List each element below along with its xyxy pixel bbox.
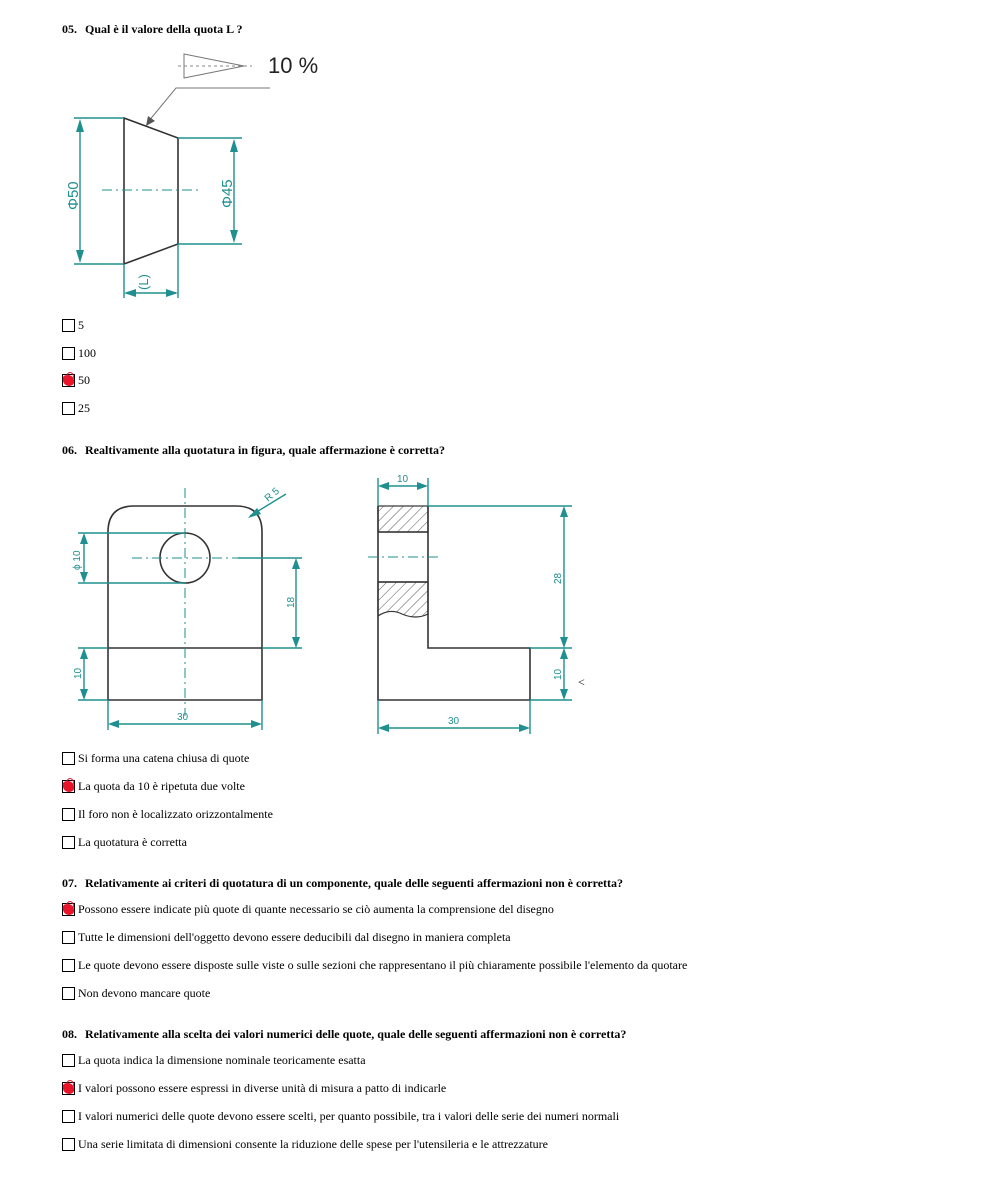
- checkbox[interactable]: [62, 987, 75, 1000]
- checkbox[interactable]: [62, 836, 75, 849]
- q08-option[interactable]: [62, 1080, 446, 1096]
- figure-q05-taper: [62, 42, 352, 304]
- question-07-title: [62, 876, 623, 891]
- q05-option[interactable]: [62, 345, 96, 361]
- option-label: Tutte le dimensioni dell'oggetto devono essere deducibili dal disegno in maniera completa: [78, 929, 511, 944]
- option-label: La quotatura è corretta: [78, 834, 187, 849]
- q05-option[interactable]: [62, 372, 90, 388]
- dim-10-top: 10: [397, 474, 409, 485]
- option-label: I valori numerici delle quote devono essere scelti, per quanto possibile, tra i valori delle serie dei numeri normali: [78, 1108, 620, 1123]
- dim-10-right: 10: [553, 668, 564, 680]
- option-label: Possono essere indicate più quote di quante necessario se ciò aumenta la comprensione del disegno: [78, 901, 554, 916]
- option-label: La quota indica la dimensione nominale teoricamente esatta: [78, 1052, 366, 1067]
- dim-30-right: 30: [448, 716, 460, 727]
- question-06-title: [62, 443, 445, 458]
- dim-length: (L): [136, 274, 151, 290]
- q06-option[interactable]: [62, 806, 273, 822]
- option-label: 5: [78, 317, 84, 332]
- checkbox[interactable]: [62, 752, 75, 765]
- dim-30-left: 30: [177, 712, 189, 723]
- marker-symbol: <: [578, 675, 585, 689]
- question-text: Relativamente alla scelta dei valori numerici delle quote, quale delle seguenti affermazioni non è corretta?: [85, 1027, 627, 1041]
- taper-symbol: [178, 54, 252, 78]
- question-text: Relativamente ai criteri di quotatura di un componente, quale delle seguenti affermazioni non è corretta?: [85, 876, 624, 890]
- question-number: 08.: [62, 1027, 77, 1041]
- figure-q06-front-view: [62, 480, 312, 740]
- question-number: 07.: [62, 876, 77, 890]
- checkbox-checked[interactable]: [62, 780, 75, 793]
- question-number: 06.: [62, 443, 77, 457]
- checkbox[interactable]: [62, 402, 75, 415]
- option-label: 100: [78, 345, 96, 360]
- checkbox-checked[interactable]: [62, 903, 75, 916]
- q05-option[interactable]: [62, 317, 84, 333]
- figure-q06-section-view: [362, 468, 602, 740]
- q07-option[interactable]: [62, 901, 554, 917]
- q07-option[interactable]: [62, 985, 210, 1001]
- question-number: 05.: [62, 22, 77, 36]
- checkbox[interactable]: [62, 1138, 75, 1151]
- dim-dia-left: Φ50: [65, 181, 82, 210]
- taper-value: 10 %: [268, 53, 319, 78]
- option-label: La quota da 10 è ripetuta due volte: [78, 778, 245, 793]
- question-text: Realtivamente alla quotatura in figura, quale affermazione è corretta?: [85, 443, 446, 457]
- q08-option[interactable]: [62, 1052, 366, 1068]
- checkbox-checked[interactable]: [62, 1082, 75, 1095]
- option-label: Non devono mancare quote: [78, 985, 211, 1000]
- dim-dia-right: Φ45: [219, 179, 236, 208]
- checkbox[interactable]: [62, 1110, 75, 1123]
- dim-28: 28: [553, 572, 564, 584]
- q06-option[interactable]: [62, 750, 249, 766]
- q06-option[interactable]: [62, 778, 245, 794]
- option-label: Il foro non è localizzato orizzontalmente: [78, 806, 273, 821]
- dim-18: 18: [286, 596, 297, 608]
- option-label: Una serie limitata di dimensioni consente la riduzione delle spese per l'utensileria e le attrezzature: [78, 1136, 548, 1151]
- q08-option[interactable]: [62, 1136, 548, 1152]
- dim-10-left: 10: [73, 667, 84, 679]
- q07-option[interactable]: [62, 929, 511, 945]
- option-label: Si forma una catena chiusa di quote: [78, 750, 250, 765]
- q05-option[interactable]: [62, 400, 90, 416]
- checkbox[interactable]: [62, 1054, 75, 1067]
- dim-radius: R 5: [262, 485, 282, 505]
- option-label: 25: [78, 400, 90, 415]
- checkbox[interactable]: [62, 319, 75, 332]
- q08-option[interactable]: [62, 1108, 619, 1124]
- option-label: 50: [78, 372, 90, 387]
- checkbox[interactable]: [62, 808, 75, 821]
- checkbox-checked[interactable]: [62, 374, 75, 387]
- dim-hole-diameter: ϕ 10: [72, 550, 83, 570]
- question-08-title: [62, 1027, 626, 1042]
- checkbox[interactable]: [62, 931, 75, 944]
- question-text: Qual è il valore della quota L ?: [85, 22, 243, 36]
- checkbox[interactable]: [62, 959, 75, 972]
- question-05-title: [62, 22, 242, 37]
- checkbox[interactable]: [62, 347, 75, 360]
- q06-option[interactable]: [62, 834, 187, 850]
- option-label: Le quote devono essere disposte sulle viste o sulle sezioni che rappresentano il più chiaramente possibile l'elemento da quotare: [78, 957, 688, 972]
- option-label: I valori possono essere espressi in diverse unità di misura a patto di indicarle: [78, 1080, 447, 1095]
- q07-option[interactable]: [62, 957, 687, 973]
